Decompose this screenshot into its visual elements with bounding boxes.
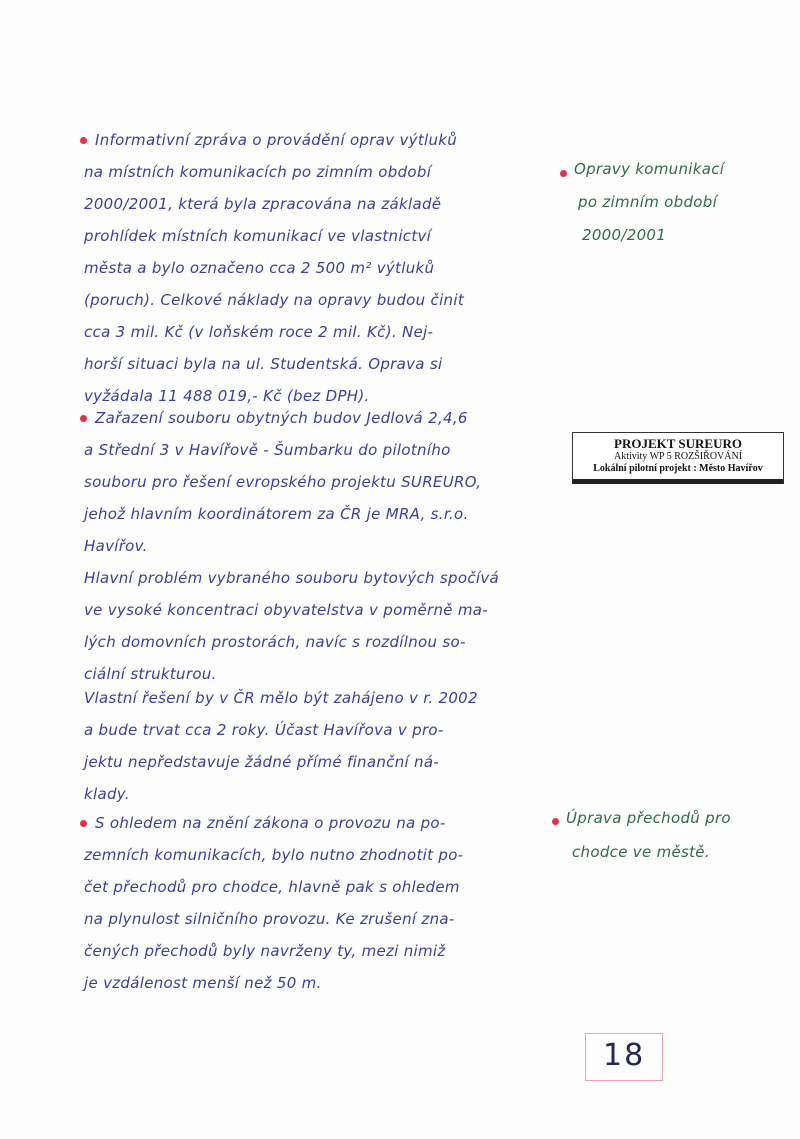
text-line: (poruch). Celkové náklady na opravy budou činit <box>84 291 465 309</box>
margin-note-1-line: Opravy komunikací <box>574 160 725 178</box>
text-line: Zařazení souboru obytných budov Jedlová 2,4,6 <box>95 409 468 427</box>
text-line: je vzdálenost menší než 50 m. <box>84 974 322 992</box>
stamp-project: Lokální pilotní projekt : Město Havířov <box>593 463 763 474</box>
text-line: jehož hlavním koordinátorem za ČR je MRA, s.r.o. <box>84 505 469 523</box>
text-line: čet přechodů pro chodce, hlavně pak s ohledem <box>84 878 460 896</box>
bullet-dot-2 <box>80 415 87 422</box>
text-line: a bude trvat cca 2 roky. Účast Havířova v pro- <box>84 721 444 739</box>
text-line: cca 3 mil. Kč (v loňském roce 2 mil. Kč). Nej- <box>84 323 434 341</box>
text-line: a Střední 3 v Havířově - Šumbarku do pilotního <box>84 441 451 459</box>
bullet-dot-3 <box>80 820 87 827</box>
stamp-subtitle: Aktivity WP 5 ROZŠIŘOVÁNÍ <box>613 451 743 462</box>
text-line: Vlastní řešení by v ČR mělo být zahájeno v r. 2002 <box>84 689 478 707</box>
margin-note-2-line: Úprava přechodů pro <box>566 809 731 827</box>
text-line: vyžádala 11 488 019,- Kč (bez DPH). <box>84 387 370 405</box>
text-line: města a bylo označeno cca 2 500 m² výtluků <box>84 259 435 277</box>
text-line: jektu nepředstavuje žádné přímé finanční ná- <box>84 753 440 771</box>
text-line: čených přechodů byly navrženy ty, mezi nimiž <box>84 942 446 960</box>
text-line: lých domovních prostorách, navíc s rozdílnou so- <box>84 633 466 651</box>
page-number: 18 <box>603 1038 646 1073</box>
margin-note-2-line: chodce ve městě. <box>572 843 710 861</box>
bullet-dot-note-1 <box>560 170 567 177</box>
margin-note-1-line: 2000/2001 <box>582 226 667 244</box>
text-line: ciální strukturou. <box>84 665 217 683</box>
bullet-dot-note-2 <box>552 818 559 825</box>
text-line: klady. <box>84 785 130 803</box>
text-line: Havířov. <box>84 537 148 555</box>
text-line: S ohledem na znění zákona o provozu na po- <box>95 814 446 832</box>
sureuro-stamp <box>572 432 784 484</box>
text-line: 2000/2001, která byla zpracována na základě <box>84 195 442 213</box>
text-line: na místních komunikacích po zimním období <box>84 163 432 181</box>
text-line: horší situaci byla na ul. Studentská. Oprava si <box>84 355 443 373</box>
text-line: Hlavní problém vybraného souboru bytových spočívá <box>84 569 500 587</box>
text-line: zemních komunikacích, bylo nutno zhodnotit po- <box>84 846 464 864</box>
text-line: prohlídek místních komunikací ve vlastnictví <box>84 227 432 245</box>
stamp-title: PROJEKT SUREURO <box>614 436 742 451</box>
bullet-dot-1 <box>80 137 87 144</box>
text-line: Informativní zpráva o provádění oprav výtluků <box>95 131 458 149</box>
margin-note-1-line: po zimním období <box>578 193 718 211</box>
text-line: na plynulost silničního provozu. Ke zrušení zna- <box>84 910 455 928</box>
text-line: ve vysoké koncentraci obyvatelstva v poměrně ma- <box>84 601 489 619</box>
text-line: souboru pro řešení evropského projektu SUREURO, <box>84 473 482 491</box>
